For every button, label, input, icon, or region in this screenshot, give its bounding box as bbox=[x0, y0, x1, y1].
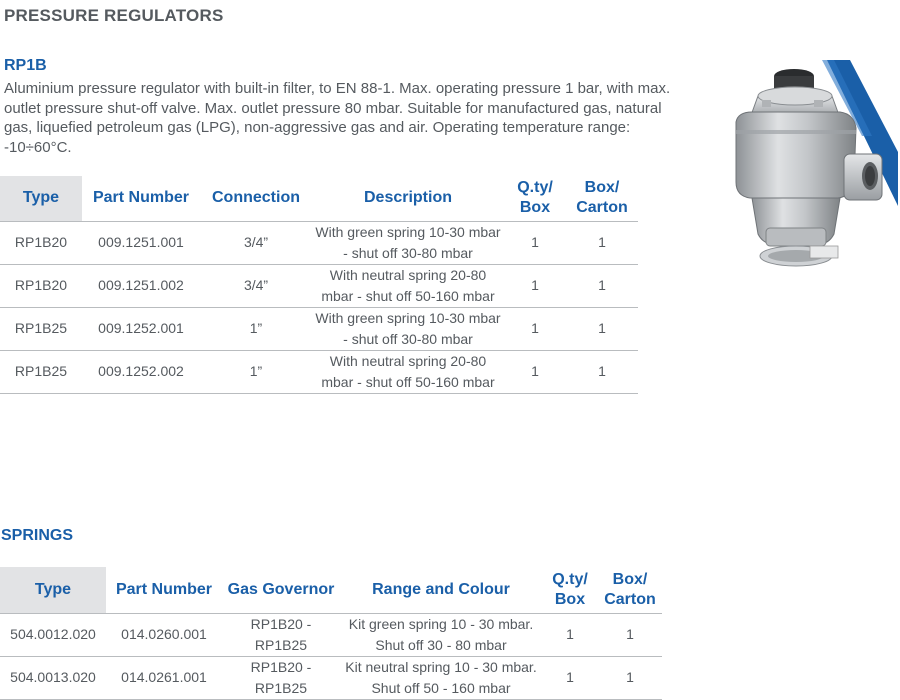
table-row bbox=[0, 307, 638, 350]
springs-table bbox=[0, 567, 662, 700]
cell-box-carton: 1 bbox=[566, 221, 638, 264]
cell-part-number: 009.1251.002 bbox=[82, 264, 200, 307]
col-box-carton-header: Box/ Carton bbox=[598, 567, 662, 613]
table-row bbox=[0, 350, 638, 393]
col-type-header: Type bbox=[0, 567, 106, 613]
cell-part-number: 014.0260.001 bbox=[106, 613, 222, 656]
cell-range-colour: Kit neutral spring 10 - 30 mbar. Shut off 50 - 160 mbar bbox=[340, 656, 542, 699]
col-qty-box-header: Q.ty/ Box bbox=[542, 567, 598, 613]
springs-title: SPRINGS bbox=[1, 527, 74, 544]
cell-part-number: 009.1252.001 bbox=[82, 307, 200, 350]
cell-gas-governor: RP1B20 - RP1B25 bbox=[222, 613, 340, 656]
cell-type: RP1B25 bbox=[0, 307, 82, 350]
cell-qty-box: 1 bbox=[542, 656, 598, 699]
cell-qty-box: 1 bbox=[504, 307, 566, 350]
col-type-header: Type bbox=[0, 176, 82, 221]
cell-type: RP1B20 bbox=[0, 264, 82, 307]
cell-connection: 3/4” bbox=[200, 221, 312, 264]
cell-box-carton: 1 bbox=[566, 350, 638, 393]
pressure-regulator-photo bbox=[722, 56, 898, 276]
table-row bbox=[0, 221, 638, 264]
cell-part-number: 014.0261.001 bbox=[106, 656, 222, 699]
cell-qty-box: 1 bbox=[504, 264, 566, 307]
table-row bbox=[0, 613, 662, 656]
cell-part-number: 009.1251.001 bbox=[82, 221, 200, 264]
cell-box-carton: 1 bbox=[598, 613, 662, 656]
col-part-number-header: Part Number bbox=[106, 567, 222, 613]
col-connection-header: Connection bbox=[200, 176, 312, 221]
cell-box-carton: 1 bbox=[566, 264, 638, 307]
cell-type: RP1B25 bbox=[0, 350, 82, 393]
cell-description: With green spring 10-30 mbar - shut off 30-80 mbar bbox=[312, 221, 504, 264]
cell-type: 504.0012.020 bbox=[0, 613, 106, 656]
cell-qty-box: 1 bbox=[504, 350, 566, 393]
section-title: PRESSURE REGULATORS bbox=[4, 6, 224, 25]
cell-box-carton: 1 bbox=[598, 656, 662, 699]
cell-connection: 1” bbox=[200, 350, 312, 393]
col-range-colour-header: Range and Colour bbox=[340, 567, 542, 613]
cell-description: With green spring 10-30 mbar - shut off 30-80 mbar bbox=[312, 307, 504, 350]
cell-description: With neutral spring 20-80 mbar - shut off 50-160 mbar bbox=[312, 264, 504, 307]
cell-range-colour: Kit green spring 10 - 30 mbar. Shut off 30 - 80 mbar bbox=[340, 613, 542, 656]
table-row bbox=[0, 656, 662, 699]
cell-type: RP1B20 bbox=[0, 221, 82, 264]
table-header-row bbox=[0, 176, 638, 221]
product-title: RP1B bbox=[4, 57, 47, 74]
cell-connection: 1” bbox=[200, 307, 312, 350]
cell-qty-box: 1 bbox=[542, 613, 598, 656]
product-table bbox=[0, 176, 638, 394]
cell-part-number: 009.1252.002 bbox=[82, 350, 200, 393]
col-qty-box-header: Q.ty/ Box bbox=[504, 176, 566, 221]
col-description-header: Description bbox=[312, 176, 504, 221]
cell-connection: 3/4” bbox=[200, 264, 312, 307]
col-box-carton-header: Box/ Carton bbox=[566, 176, 638, 221]
product-description: Aluminium pressure regulator with built-in filter, to EN 88-1. Max. operating pressure 1 bar, with max. outlet pressure shut-off valve. Max. outlet pressure 80 mbar. Suitable for manufactured gas, natural gas, liquefied petroleum gas (LPG), non-aggressive gas and air. Operating temperature range: -10÷60°C. bbox=[4, 80, 671, 156]
col-part-number-header: Part Number bbox=[82, 176, 200, 221]
cell-qty-box: 1 bbox=[504, 221, 566, 264]
table-header-row bbox=[0, 567, 662, 613]
table-row bbox=[0, 264, 638, 307]
cell-box-carton: 1 bbox=[566, 307, 638, 350]
cell-type: 504.0013.020 bbox=[0, 656, 106, 699]
col-gas-governor-header: Gas Governor bbox=[222, 567, 340, 613]
cell-gas-governor: RP1B20 - RP1B25 bbox=[222, 656, 340, 699]
cell-description: With neutral spring 20-80 mbar - shut off 50-160 mbar bbox=[312, 350, 504, 393]
